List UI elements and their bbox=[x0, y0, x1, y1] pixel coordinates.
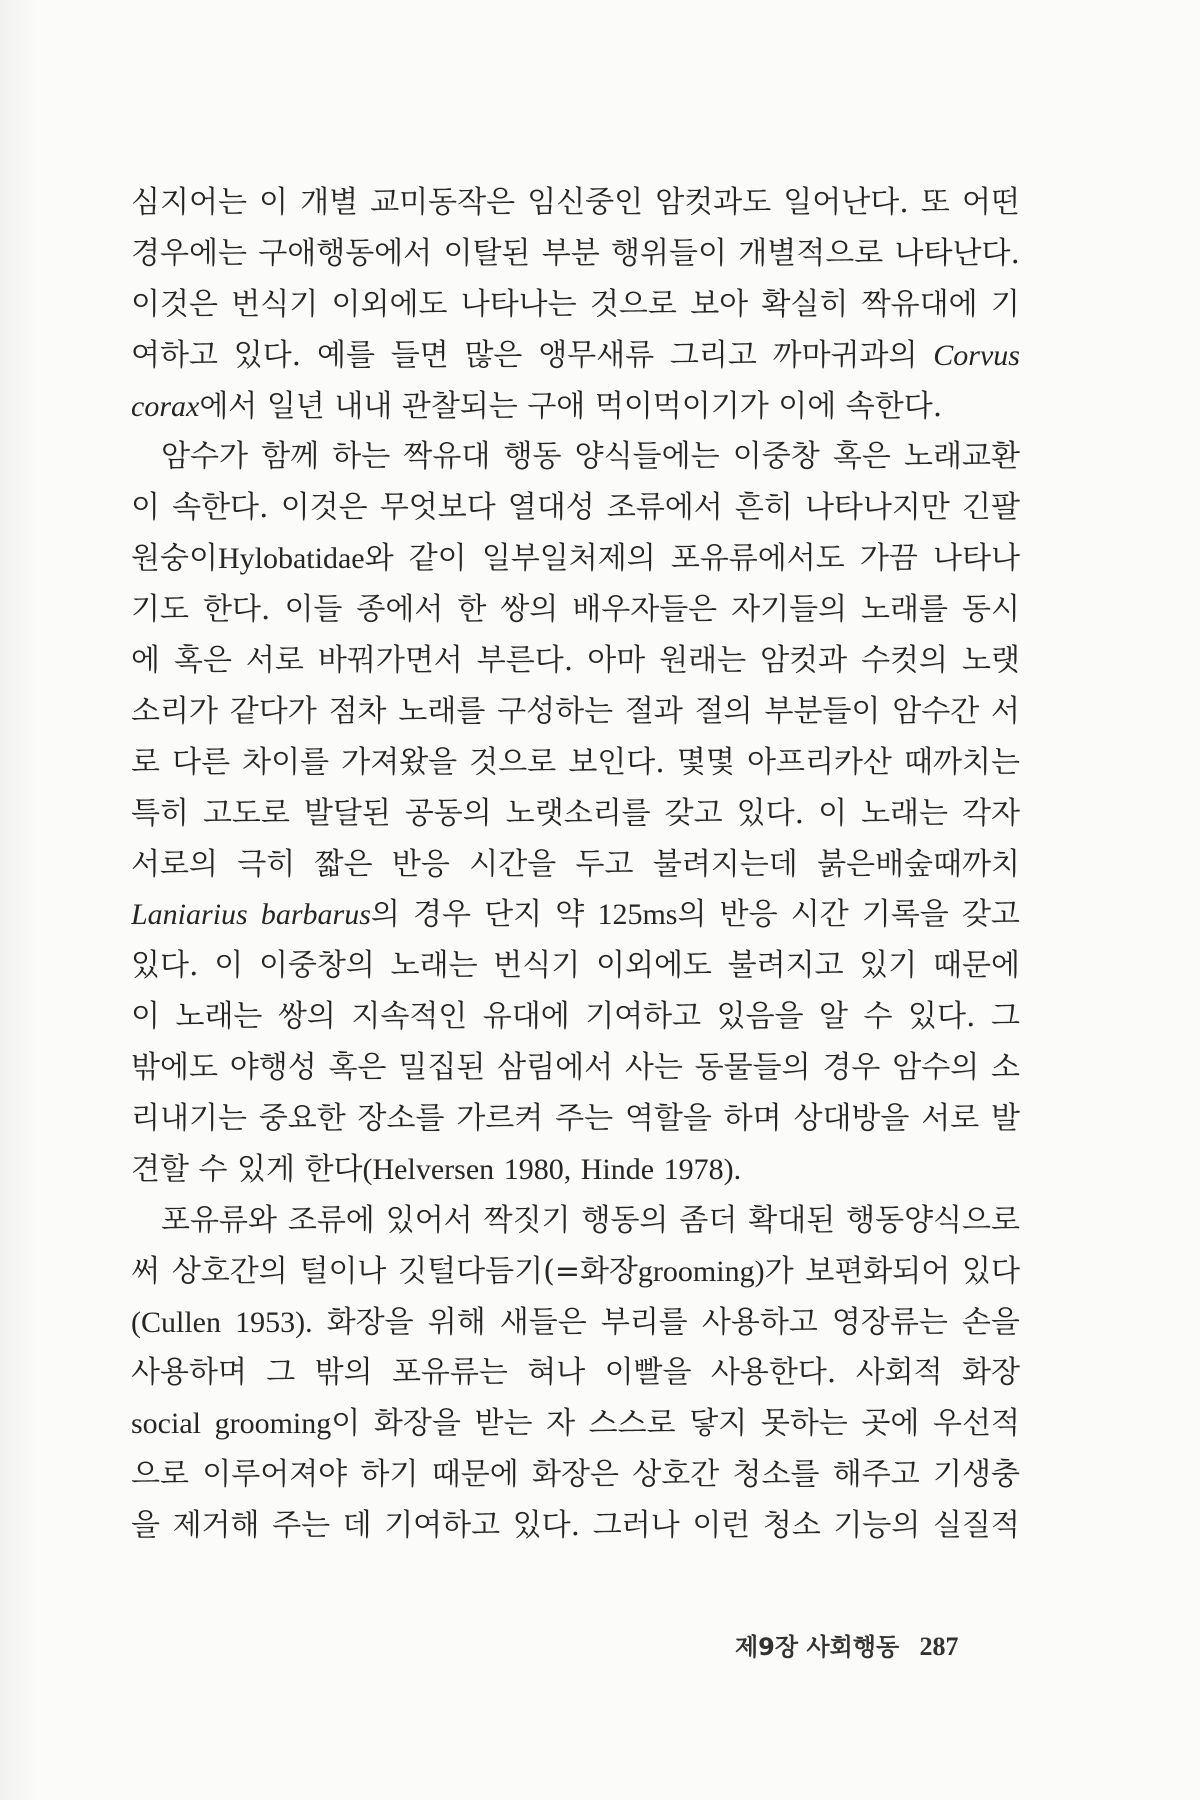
word: 짝유대에 bbox=[861, 286, 978, 322]
word: 지속적인 bbox=[351, 999, 468, 1035]
word: 불려지고 bbox=[727, 948, 844, 984]
word: 혀나 bbox=[527, 1355, 586, 1391]
word: 번식기 bbox=[231, 286, 319, 322]
word: 보아 bbox=[690, 286, 749, 322]
word: 유대에 bbox=[482, 999, 570, 1035]
text-line bbox=[131, 585, 1020, 636]
word: 개별 bbox=[300, 185, 359, 220]
word: 경우에는 bbox=[131, 235, 247, 271]
word: 어떤 bbox=[961, 185, 1020, 220]
word: 하는 bbox=[332, 439, 391, 475]
word: 행동 bbox=[503, 439, 562, 475]
word: 절과 bbox=[624, 693, 683, 729]
word: 밀집된 bbox=[398, 1050, 486, 1086]
word: 그 bbox=[266, 1355, 296, 1391]
word: 임신중인 bbox=[527, 185, 644, 220]
word: 써 bbox=[131, 1253, 160, 1289]
word: 스스로 bbox=[588, 1406, 676, 1442]
word: 한다. bbox=[202, 592, 271, 628]
word: 중요한 bbox=[258, 1101, 346, 1137]
word: 밖의 bbox=[314, 1355, 373, 1391]
word: 주는 bbox=[555, 1101, 614, 1137]
text-line bbox=[131, 890, 1020, 941]
word: 들면 bbox=[390, 337, 449, 373]
word: 수컷의 bbox=[861, 643, 949, 679]
word: 사용하고 bbox=[701, 1304, 818, 1340]
word: 노래교환 bbox=[904, 439, 1020, 475]
word: 또 bbox=[920, 185, 950, 220]
word: 함께 bbox=[261, 439, 320, 475]
word: 노래는 bbox=[861, 795, 949, 831]
word: 일부일처제의 bbox=[481, 541, 656, 577]
word: 짧은 bbox=[314, 846, 373, 882]
body-text bbox=[131, 178, 1020, 1552]
word: Corvus bbox=[933, 338, 1020, 372]
word: 청소 bbox=[762, 1508, 821, 1544]
word: 데 bbox=[342, 1508, 372, 1544]
word: 제거해 bbox=[172, 1508, 260, 1544]
word: 보인다. bbox=[568, 744, 665, 780]
word: 이것은 bbox=[280, 490, 368, 526]
word: 가끔 bbox=[859, 541, 918, 577]
word: 아마 bbox=[587, 643, 646, 679]
word: 불려지는데 bbox=[652, 846, 798, 882]
word: 종에서 bbox=[356, 592, 444, 628]
word: 내내 bbox=[334, 388, 393, 424]
word: 구애 bbox=[527, 388, 586, 424]
text-line bbox=[131, 280, 1020, 331]
word: 까마귀과의 bbox=[772, 337, 918, 373]
word: 노래를 bbox=[398, 693, 486, 729]
word: 있다. bbox=[512, 1508, 581, 1544]
word: 털이나 bbox=[299, 1253, 387, 1289]
word: grooming이 bbox=[214, 1406, 361, 1442]
word: 기여하고 bbox=[384, 1508, 501, 1544]
text-line bbox=[131, 1348, 1020, 1399]
word: 밖에도 bbox=[131, 1050, 218, 1086]
word: 이 bbox=[131, 999, 160, 1035]
word: 깃털다듬기(=화장grooming)가 bbox=[398, 1253, 794, 1289]
word: 시간 bbox=[790, 897, 849, 933]
word: (Cullen bbox=[131, 1305, 221, 1339]
word: 이 bbox=[259, 185, 289, 220]
text-line bbox=[131, 1094, 1020, 1145]
word: 있어서 bbox=[385, 1202, 473, 1238]
word: 해주고 bbox=[832, 1457, 920, 1493]
word: 암컷과 bbox=[760, 643, 848, 679]
word: 반응 bbox=[391, 846, 450, 882]
word: 자 bbox=[546, 1406, 576, 1442]
word: 조류에서 bbox=[606, 490, 723, 526]
word: 화장을 bbox=[373, 1406, 461, 1442]
word: 사는 bbox=[624, 1050, 683, 1086]
word: 배우자들은 bbox=[572, 592, 718, 628]
word: 속한다. bbox=[845, 388, 943, 424]
word: 로 bbox=[131, 744, 160, 780]
word: 야행성 bbox=[229, 1050, 317, 1086]
word: 것으로 bbox=[469, 744, 557, 780]
text-line bbox=[131, 992, 1020, 1043]
word: 있음을 bbox=[716, 999, 804, 1035]
word: 기 bbox=[990, 286, 1020, 322]
word: 경우 bbox=[413, 897, 472, 933]
text-line bbox=[131, 1450, 1020, 1501]
word: 이외에도 bbox=[331, 286, 448, 322]
word: 부분 bbox=[541, 235, 600, 271]
word: 수 bbox=[863, 999, 893, 1035]
word: 절의 bbox=[694, 693, 753, 729]
word: 때까치는 bbox=[904, 744, 1020, 780]
word: 개별적으로 bbox=[738, 235, 884, 271]
word: 속한다. bbox=[172, 490, 269, 526]
word: 바꿔가면서 bbox=[317, 643, 463, 679]
word: 양식들에는 bbox=[574, 439, 720, 475]
word: 이탈된 bbox=[443, 235, 531, 271]
word: 암수의 bbox=[892, 1050, 980, 1086]
word: 영장류는 bbox=[831, 1304, 948, 1340]
word: 노래는 bbox=[175, 999, 263, 1035]
word: 역할을 bbox=[624, 1101, 712, 1137]
word: 단지 bbox=[484, 897, 543, 933]
word: 동시 bbox=[961, 592, 1020, 628]
word: 청소를 bbox=[732, 1457, 820, 1493]
word: 포유류는 bbox=[391, 1355, 508, 1391]
word: 나타나는 bbox=[460, 286, 577, 322]
word: 경우 bbox=[822, 1050, 881, 1086]
word: 교미동작은 bbox=[370, 185, 516, 220]
word: 이빨을 bbox=[604, 1355, 692, 1391]
word: 쌍의 bbox=[500, 592, 559, 628]
word: 혹은 bbox=[832, 439, 891, 475]
word: 노래는 bbox=[390, 948, 478, 984]
text-line bbox=[131, 382, 1020, 433]
word: 서로 bbox=[921, 1101, 980, 1137]
word: 행위들이 bbox=[611, 235, 727, 271]
word: 있다 bbox=[962, 1253, 1020, 1289]
word: 구성하는 bbox=[497, 693, 614, 729]
word: 원래는 bbox=[659, 643, 747, 679]
word: 곳에 bbox=[861, 1406, 920, 1442]
word: 한다(Helversen bbox=[304, 1151, 495, 1187]
word: 암컷과도 bbox=[655, 185, 772, 220]
word: 번식기 bbox=[493, 948, 581, 984]
word: 견할 bbox=[131, 1151, 189, 1187]
word: 알 bbox=[819, 999, 849, 1035]
word: 여하고 bbox=[131, 337, 218, 373]
word: 나타나 bbox=[932, 541, 1020, 577]
word: 이중창의 bbox=[258, 948, 375, 984]
word: 구애행동에서 bbox=[258, 235, 433, 271]
word: 공동의 bbox=[404, 795, 492, 831]
word: 삼림에서 bbox=[497, 1050, 614, 1086]
text-line bbox=[131, 1247, 1020, 1298]
text-line bbox=[131, 534, 1020, 585]
word: 서로 bbox=[245, 643, 304, 679]
word: 있기 bbox=[859, 948, 918, 984]
word: 있다. bbox=[131, 948, 199, 984]
word: 이것은 bbox=[131, 286, 218, 322]
word: 실질적 bbox=[932, 1508, 1020, 1544]
word: 노랫소리를 bbox=[505, 795, 651, 831]
word: 그러나 bbox=[592, 1508, 680, 1544]
page-footer bbox=[735, 1627, 959, 1662]
word: 같이 bbox=[408, 541, 467, 577]
text-line bbox=[131, 1501, 1020, 1552]
word: 받는 bbox=[474, 1406, 533, 1442]
word: 행동의 bbox=[581, 1202, 669, 1238]
word: 때문에 bbox=[431, 1457, 519, 1493]
word: 사용하며 bbox=[131, 1355, 247, 1391]
word: 사용한다. bbox=[710, 1355, 837, 1391]
word: 열대성 bbox=[507, 490, 595, 526]
word: 특히 bbox=[131, 795, 189, 831]
word: 기생충 bbox=[932, 1457, 1020, 1493]
word: 화장을 bbox=[326, 1304, 414, 1340]
word: 다른 bbox=[172, 744, 231, 780]
word: 125ms의 bbox=[597, 897, 707, 933]
word: 부리를 bbox=[600, 1304, 688, 1340]
word: 각자 bbox=[962, 795, 1020, 831]
text-line bbox=[131, 941, 1020, 992]
word: 이중창 bbox=[732, 439, 820, 475]
word: 서 bbox=[991, 693, 1020, 729]
word: 발달된 bbox=[303, 795, 391, 831]
word: 두고 bbox=[575, 846, 634, 882]
word: 못하는 bbox=[760, 1406, 848, 1442]
word: 몇몇 bbox=[676, 744, 735, 780]
word: 예를 bbox=[316, 337, 375, 373]
word: 기도 bbox=[131, 592, 189, 628]
word: 수 bbox=[198, 1151, 228, 1187]
word: 약 bbox=[555, 897, 585, 933]
word: 좀더 bbox=[679, 1202, 738, 1238]
word: 그리고 bbox=[669, 337, 757, 373]
page-gutter-shadow bbox=[0, 0, 40, 1800]
word: 혹은 bbox=[328, 1050, 387, 1086]
word: 1980, bbox=[503, 1152, 572, 1186]
word: 서로의 bbox=[131, 846, 218, 882]
word: 이 bbox=[214, 948, 244, 984]
word: 행동양식으로 bbox=[846, 1202, 1020, 1238]
word: 있다. bbox=[736, 795, 805, 831]
word: 자기들의 bbox=[731, 592, 848, 628]
word: 하기 bbox=[360, 1457, 419, 1493]
word: 많은 bbox=[464, 337, 523, 373]
word: 심지어는 bbox=[131, 185, 247, 220]
word: 아프리카산 bbox=[747, 744, 892, 780]
word: 암수가 bbox=[161, 439, 248, 475]
word: 이외에도 bbox=[595, 948, 712, 984]
word: 때문에 bbox=[933, 948, 1020, 984]
word: 기능의 bbox=[833, 1508, 921, 1544]
word: 부분들이 bbox=[764, 693, 881, 729]
running-chapter-title: 제9장 사회행동 bbox=[735, 1633, 900, 1661]
word: 손을 bbox=[961, 1304, 1020, 1340]
word: 위해 bbox=[427, 1304, 486, 1340]
word: 무엇보다 bbox=[379, 490, 496, 526]
word: 갖고 bbox=[664, 795, 723, 831]
word: 있다. bbox=[907, 999, 976, 1035]
text-line bbox=[131, 687, 1020, 738]
word: 일년 bbox=[266, 388, 325, 424]
word: 조류에 bbox=[287, 1202, 375, 1238]
page-number: 287 bbox=[919, 1632, 959, 1661]
word: 가르켜 bbox=[456, 1101, 544, 1137]
text-line bbox=[131, 1145, 1020, 1196]
text-line bbox=[131, 1043, 1020, 1094]
word: 닿지 bbox=[689, 1406, 748, 1442]
word: 에 bbox=[131, 643, 160, 679]
word: 관찰되는 bbox=[401, 388, 518, 424]
word: 우선적 bbox=[933, 1406, 1020, 1442]
word: 동물들의 bbox=[694, 1050, 811, 1086]
word: 가져왔을 bbox=[341, 744, 458, 780]
text-line bbox=[131, 738, 1020, 789]
word: 나타난다. bbox=[894, 235, 1020, 271]
word: 발 bbox=[991, 1101, 1020, 1137]
word: 반응 bbox=[719, 897, 778, 933]
word: 보편화되어 bbox=[805, 1253, 951, 1289]
word: 먹이먹이기가 bbox=[594, 388, 769, 424]
word: 짝유대 bbox=[403, 439, 491, 475]
word: 상대방을 bbox=[793, 1101, 910, 1137]
word: 차이를 bbox=[242, 744, 330, 780]
word: 주는 bbox=[272, 1508, 331, 1544]
word: 1953). bbox=[235, 1305, 313, 1339]
text-line bbox=[131, 840, 1020, 891]
word: 포유류에서도 bbox=[670, 541, 845, 577]
text-line bbox=[131, 331, 1020, 382]
word: 기여하고 bbox=[585, 999, 702, 1035]
word: 갖고 bbox=[961, 897, 1020, 933]
word: 새들은 bbox=[499, 1304, 587, 1340]
word: 부른다. bbox=[476, 643, 574, 679]
word: 장소를 bbox=[357, 1101, 445, 1137]
text-line bbox=[131, 636, 1020, 687]
word: 앵무새류 bbox=[538, 337, 655, 373]
word: 짝짓기 bbox=[483, 1202, 571, 1238]
word: 한 bbox=[457, 592, 487, 628]
word: 암수간 bbox=[892, 693, 980, 729]
word: 있다. bbox=[233, 337, 302, 373]
word: 소 bbox=[991, 1050, 1020, 1086]
word: 그 bbox=[990, 999, 1020, 1035]
word: 포유류와 bbox=[161, 1202, 277, 1238]
word: 점차 bbox=[328, 693, 387, 729]
text-line bbox=[131, 432, 1020, 483]
word: 긴팔 bbox=[961, 490, 1020, 526]
word: 노랫 bbox=[962, 643, 1020, 679]
word: 소리가 bbox=[131, 693, 218, 729]
word: 나타나지만 bbox=[804, 490, 950, 526]
word: Laniarius bbox=[131, 898, 248, 932]
word: 일어난다. bbox=[783, 185, 909, 220]
word: 사회적 bbox=[855, 1355, 943, 1391]
word: 극히 bbox=[237, 846, 296, 882]
word: 노래를 bbox=[861, 592, 948, 628]
word: 상호간의 bbox=[171, 1253, 288, 1289]
text-line bbox=[131, 178, 1020, 229]
word: 하며 bbox=[723, 1101, 782, 1137]
text-line bbox=[131, 1298, 1020, 1349]
word: barbarus의 bbox=[260, 897, 400, 933]
word: 같다가 bbox=[229, 693, 317, 729]
text-line bbox=[131, 229, 1020, 280]
word: 1978). bbox=[663, 1152, 742, 1186]
word: 을 bbox=[131, 1508, 160, 1544]
word: 혹은 bbox=[173, 643, 232, 679]
word: 으로 bbox=[131, 1457, 189, 1493]
word: 시간을 bbox=[469, 846, 557, 882]
word: corax에서 bbox=[131, 388, 258, 424]
word: 화장은 bbox=[531, 1457, 619, 1493]
text-line bbox=[131, 483, 1020, 534]
word: 리내기는 bbox=[131, 1101, 247, 1137]
word: 상호간 bbox=[632, 1457, 720, 1493]
word: 이런 bbox=[692, 1508, 751, 1544]
text-line bbox=[131, 1196, 1020, 1247]
word: 화장 bbox=[962, 1355, 1020, 1391]
word: 이 bbox=[818, 795, 848, 831]
word: 기록을 bbox=[861, 897, 949, 933]
word: 것으로 bbox=[589, 286, 677, 322]
word: 확대된 bbox=[748, 1202, 836, 1238]
word: 원숭이Hylobatidae와 bbox=[131, 541, 394, 577]
word: 이들 bbox=[284, 592, 343, 628]
word: 확실히 bbox=[761, 286, 849, 322]
text-line bbox=[131, 1399, 1020, 1450]
word: 고도로 bbox=[202, 795, 290, 831]
word: 붉은배숲때까치 bbox=[817, 846, 1020, 882]
word: 이에 bbox=[778, 388, 837, 424]
text-line bbox=[131, 789, 1020, 840]
word: Hinde bbox=[580, 1152, 655, 1186]
word: 쌍의 bbox=[277, 999, 336, 1035]
word: social bbox=[131, 1407, 201, 1441]
word: 있게 bbox=[237, 1151, 296, 1187]
word: 이루어져야 bbox=[202, 1457, 348, 1493]
word: 흔히 bbox=[734, 490, 793, 526]
word: 이 bbox=[131, 490, 160, 526]
